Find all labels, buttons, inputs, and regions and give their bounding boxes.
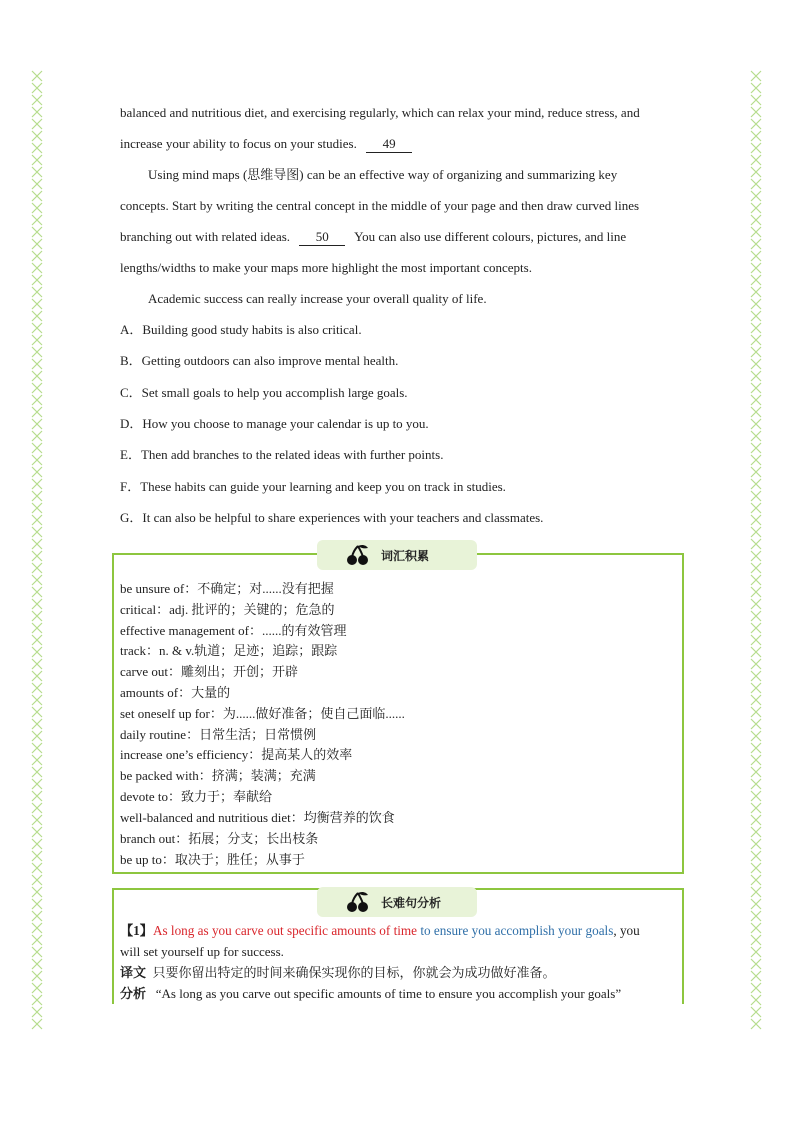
vocab-item: daily routine：日常生活；日常惯例 xyxy=(120,727,317,742)
option-g[interactable]: G．It can also be helpful to share experiences with your teachers and classmates. xyxy=(120,510,544,525)
blank-50[interactable]: 50 xyxy=(299,229,345,246)
cherry-icon xyxy=(345,890,371,914)
translation-text: 只要你留出特定的时间来确保实现你的目标，你就会为成功做好准备。 xyxy=(152,965,556,980)
passage-line: concepts. Start by writing the central concept in the middle of your page and then draw curved lines xyxy=(120,198,640,213)
translation-label: 译文 xyxy=(120,965,147,980)
option-e[interactable]: E．Then add branches to the related ideas with further points. xyxy=(120,447,444,462)
analysis-label: 分析 xyxy=(120,986,147,1001)
vocab-item: increase one’s efficiency：提高某人的效率 xyxy=(120,747,353,762)
analysis-line xyxy=(120,986,621,1002)
sentence-line: 【1】As long as you carve out specific amounts of time to ensure you accomplish your goals, you xyxy=(120,923,640,938)
sentence-number: 【1】 xyxy=(120,923,153,938)
vocab-section-header xyxy=(317,540,477,570)
option-b[interactable]: B．Getting outdoors can also improve mental health. xyxy=(120,353,399,368)
blank-49[interactable]: 49 xyxy=(366,136,412,153)
cherry-icon xyxy=(345,543,371,567)
vocab-item: well-balanced and nutritious diet：均衡营养的饮食 xyxy=(120,810,395,825)
passage-line: branching out with related ideas. 50 You can also use different colours, pictures, and line xyxy=(120,229,627,244)
option-f[interactable]: F．These habits can guide your learning and keep you on track in studies. xyxy=(120,479,506,494)
passage-line: increase your ability to focus on your studies. 49 xyxy=(120,136,675,153)
vocab-item: carve out：雕刻出；开创；开辟 xyxy=(120,664,299,679)
passage-line: lengths/widths to make your maps more highlight the most important concepts. xyxy=(120,260,532,275)
sentence-section-header xyxy=(317,887,477,917)
left-decorative-border xyxy=(30,70,44,1030)
sentence-blue-part: to ensure you accomplish your goals xyxy=(420,923,614,938)
option-c[interactable]: C．Set small goals to help you accomplish large goals. xyxy=(120,385,408,400)
vocab-item: be packed with：挤满；装满；充满 xyxy=(120,768,316,783)
right-decorative-border xyxy=(749,70,763,1030)
sentence-line-2: will set yourself up for success. xyxy=(120,944,284,959)
vocab-item: devote to：致力于；奉献给 xyxy=(120,789,273,804)
option-d[interactable]: D．How you choose to manage your calendar is up to you. xyxy=(120,416,429,431)
sentence-section-title: 长难句分析 xyxy=(381,896,442,910)
passage-line: Academic success can really increase your overall quality of life. xyxy=(148,291,487,306)
analysis-text: “As long as you carve out specific amounts of time to ensure you accomplish your goals” xyxy=(155,986,622,1001)
passage-line: balanced and nutritious diet, and exercising regularly, which can relax your mind, reduce stress, and xyxy=(120,105,640,120)
vocab-item: be unsure of：不确定；对......没有把握 xyxy=(120,581,334,596)
vocab-item: amounts of：大量的 xyxy=(120,685,231,700)
vocab-item: critical：adj. 批评的；关键的；危急的 xyxy=(120,602,335,617)
vocab-item: branch out：拓展；分支；长出枝条 xyxy=(120,831,319,846)
vocab-section-title: 词汇积累 xyxy=(381,549,430,563)
passage-line: Using mind maps (思维导图) can be an effective way of organizing and summarizing key xyxy=(148,167,618,182)
sentence-red-part: As long as you carve out specific amounts of time xyxy=(152,923,418,938)
vocab-item: track：n. & v.轨道；足迹；追踪；跟踪 xyxy=(120,643,338,658)
vocab-item: set oneself up for：为......做好准备；使自己面临...... xyxy=(120,706,405,721)
option-a[interactable]: A．Building good study habits is also critical. xyxy=(120,322,362,337)
vocab-item: effective management of：......的有效管理 xyxy=(120,623,347,638)
translation-line xyxy=(120,965,556,981)
vocab-item: be up to：取决于；胜任；从事于 xyxy=(120,852,305,867)
